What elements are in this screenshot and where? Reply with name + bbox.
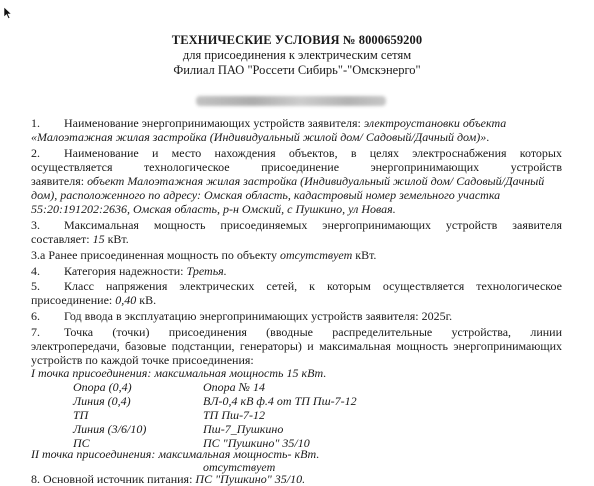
item-4-line	[31, 265, 562, 278]
item-7-line-3: устройств по каждой точке присоединения:	[31, 353, 254, 367]
item-2-number: 2.	[31, 146, 40, 160]
item-1-value-b: «Малоэтажная жилая застройка (Индивидуальный жилой дом/ Садовый/Дачный дом)»	[31, 130, 487, 144]
item-7-number: 7.	[31, 325, 40, 339]
document-title: ТЕХНИЧЕСКИЕ УСЛОВИЯ № 8000659200	[171, 33, 423, 47]
item-1-value-a: электроустановки объекта	[363, 116, 507, 130]
point-1-row-2-value: ТП Пш-7-12	[203, 408, 266, 422]
item-2-value-3: 55:20:191202:2636, Омская область, р-н Омский, с Пушкино, ул Новая.	[31, 202, 396, 216]
point-1-row-1-key: Линия (0,4)	[73, 394, 131, 408]
item-7-line-2: электропередачи, базовые подстанции, генераторы) и максимальная мощность энергопринимающих	[31, 339, 562, 353]
item-8-value: ПС "Пушкино" 35/10.	[195, 472, 306, 486]
item-6-label: Год ввода в эксплуатацию энергопринимающих устройств заявителя:	[64, 309, 422, 323]
point-1-row-4-key: ПС	[73, 436, 90, 450]
point-1-row-4-value: ПС "Пушкино" 35/10	[203, 436, 310, 450]
mouse-pointer-icon	[3, 7, 13, 19]
point-2-heading-text: II точка присоединения: максимальная мощность- кВт.	[31, 447, 320, 461]
point-2-heading	[31, 448, 562, 461]
item-3-value: 15	[92, 232, 105, 246]
item-3a-value: отсутствует	[279, 248, 353, 262]
item-3a-unit: кВт.	[352, 248, 377, 262]
item-3a-line	[31, 249, 562, 262]
document-subtitle: для присоединения к электрическим сетям	[182, 48, 412, 62]
item-2-line-3	[31, 175, 562, 188]
item-3-line-2	[31, 233, 562, 246]
item-7-line-1	[31, 326, 562, 339]
item-2-line-2: осуществляется технологическое присоединение энергопринимающих устройств	[31, 160, 562, 174]
item-5-number: 5.	[31, 279, 40, 293]
item-3-unit: кВт.	[104, 232, 129, 246]
item-8-label: 8. Основной источник питания:	[31, 472, 196, 486]
item-1-line-2	[31, 131, 562, 144]
item-5-line-2	[31, 294, 562, 307]
item-7-text-1: Точка (точки) присоединения (вводные распределительные устройства, линии	[64, 325, 562, 339]
point-1-row-3-key: Линия (3/6/10)	[73, 422, 147, 436]
point-1-row-0-key: Опора (0,4)	[73, 380, 132, 394]
item-5-text: Класс напряжения электрических сетей, к которым осуществляется технологическое	[64, 279, 562, 293]
item-1-number: 1.	[31, 116, 40, 130]
item-2-line-5	[31, 203, 562, 216]
point-1-heading	[31, 367, 562, 380]
item-5-unit: кВ.	[136, 293, 157, 307]
item-2-line-1	[31, 147, 562, 160]
item-6-number: 6.	[31, 309, 40, 323]
item-5-label: присоединение:	[31, 293, 116, 307]
point-2-value: отсутствует	[203, 460, 276, 474]
redacted-applicant-name	[196, 96, 386, 106]
item-2-line-4	[31, 189, 562, 202]
item-6-value: 2025г.	[421, 309, 453, 323]
document-branch: Филиал ПАО "Россети Сибирь"-"Омскэнерго"	[173, 63, 421, 77]
item-2-text-1: Наименование и место нахождения объектов, в целях электроснабжения которых	[64, 146, 562, 160]
item-5-line-1	[31, 280, 562, 293]
point-1-row-2-key: ТП	[73, 408, 89, 422]
item-5-value: 0,40	[115, 293, 137, 307]
item-6-line	[31, 310, 562, 323]
item-3-label: составляет:	[31, 232, 93, 246]
item-4-value: Третья.	[186, 264, 227, 278]
item-4-number: 4.	[31, 264, 40, 278]
item-3-text: Максимальная мощность присоединяемых энергопринимающих устройств заявителя	[64, 218, 562, 232]
item-8-line	[31, 473, 562, 486]
item-1-label: Наименование энергопринимающих устройств заявителя:	[64, 116, 364, 130]
item-1-tail: .	[486, 130, 490, 144]
item-2-value-2: дом), расположенного по адресу: Омская область, кадастровый номер земельного участка	[31, 188, 501, 202]
point-1-row-1-value: ВЛ-0,4 кВ ф.4 от ТП Пш-7-12	[203, 394, 357, 408]
item-4-label: Категория надежности:	[64, 264, 187, 278]
point-1-heading-text: I точка присоединения: максимальная мощность 15 кВт.	[31, 366, 327, 380]
item-2-value-1: объект Малоэтажная жилая застройка (Индивидуальный жилой дом/ Садовый/Дачный	[87, 174, 545, 188]
item-2-label: заявителя:	[31, 174, 88, 188]
item-3-number: 3.	[31, 218, 40, 232]
point-1-row-3-value: Пш-7_Пушкино	[203, 422, 284, 436]
item-3-line-1	[31, 219, 562, 232]
item-3a-label: 3.а Ранее присоединенная мощность по объекту	[31, 248, 280, 262]
point-1-row-0-value: Опора № 14	[203, 380, 265, 394]
item-1-line-1	[31, 117, 562, 130]
